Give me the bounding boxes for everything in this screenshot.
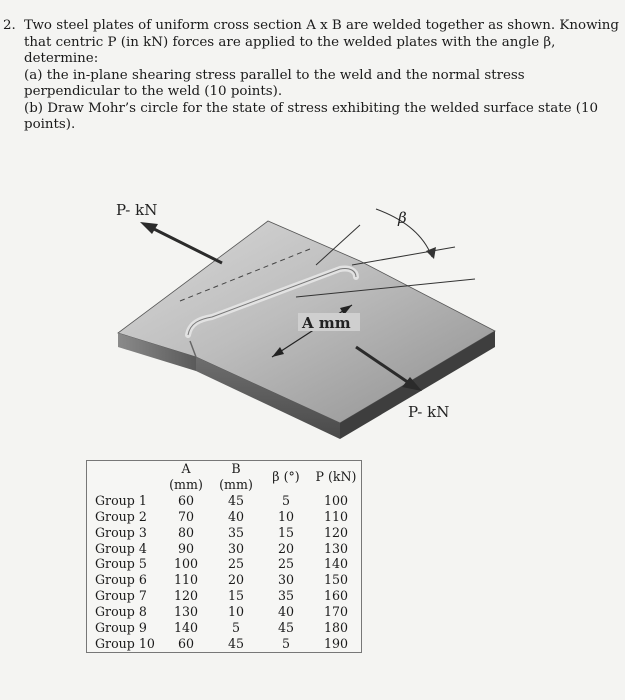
table-cell: 140 [323,556,349,572]
table-cell: 35 [277,588,295,604]
problem-line-5: perpendicular to the weld (10 points). [24,84,283,99]
group-name-cell: Group 5 [95,556,147,572]
table-row [87,620,362,636]
table-cell: 15 [277,524,295,540]
table-row [87,572,362,588]
problem-line-1: Two steel plates of uniform cross section A x B are welded together as shown. Knowing [24,18,620,33]
problem-line-3: determine: [24,51,99,66]
table-cell: 5 [281,635,290,651]
table-cell: 160 [323,588,349,604]
table-cell: 20 [277,540,295,556]
table-cell: 20 [227,572,245,588]
dimension-label: A mm [302,314,351,332]
plate-diagram [0,185,625,445]
group-data-table [86,460,362,653]
table-cell: 35 [227,524,245,540]
table-cell: 130 [323,540,349,556]
problem-line-4: (a) the in-plane shearing stress parallel to the weld and the normal stress [24,67,525,83]
table-row [87,541,362,557]
table-cell: 15 [227,588,245,604]
group-name-cell: Group 8 [95,604,147,620]
table-cell: 5 [231,620,240,636]
table-cell: 140 [173,620,199,636]
table-cell: 120 [173,588,199,604]
header-cell: P (kN) [315,468,357,484]
table-cell: 100 [173,556,199,572]
table-row [87,509,362,525]
load-top-label: P- kN [116,201,158,219]
table-cell: 110 [323,508,349,524]
table-cell: 150 [323,572,349,588]
table-cell: 70 [177,508,195,524]
header-cell: β (°) [272,468,300,484]
load-bottom-label: P- kN [408,403,450,421]
table-cell: 40 [277,604,295,620]
table-body [87,493,362,653]
table-cell: 10 [227,604,245,620]
table-row [87,588,362,604]
table-cell: 25 [227,556,245,572]
table-cell: 180 [323,620,349,636]
problem-statement [0,18,620,134]
problem-line-2: that centric P (in kN) forces are applied to the welded plates with the angle β, [24,34,556,50]
group-name-cell: Group 7 [95,588,147,604]
group-name-cell: Group 9 [95,620,147,636]
table-cell: 170 [323,604,349,620]
table-cell: 40 [227,508,245,524]
table-cell: 130 [173,604,199,620]
table-cell: 80 [177,524,195,540]
header-cell: A (mm) [169,461,203,492]
table-row [87,525,362,541]
group-name-cell: Group 6 [95,572,147,588]
table-cell: 5 [281,492,290,508]
group-name-cell: Group 4 [95,540,147,556]
table-cell: 90 [177,540,195,556]
table-row [87,604,362,620]
table-row [87,493,362,509]
table-header-row [87,461,362,493]
problem-number: 2. [3,18,16,33]
table-cell: 25 [277,556,295,572]
beta-label: β [398,209,407,227]
table-cell: 45 [227,492,245,508]
header-cell [87,461,162,493]
table-cell: 190 [323,635,349,651]
table-cell: 60 [177,635,195,651]
table-row [87,556,362,572]
table-cell: 30 [227,540,245,556]
table-cell: 100 [323,492,349,508]
table-cell: 45 [277,620,295,636]
group-name-cell: Group 2 [95,508,147,524]
problem-line-7: points). [24,117,76,132]
group-name-cell: Group 1 [95,492,147,508]
table-cell: 45 [227,635,245,651]
table-cell: 30 [277,572,295,588]
table-cell: 110 [173,572,199,588]
welded-plates-figure [0,185,625,445]
header-cell: B (mm) [219,461,253,492]
table-cell: 60 [177,492,195,508]
table-cell: 10 [277,508,295,524]
problem-line-6: (b) Draw Mohr’s circle for the state of stress exhibiting the welded surface state (10 [24,100,599,116]
group-name-cell: Group 3 [95,524,147,540]
group-name-cell: Group 10 [95,635,155,651]
load-arrow-top [152,228,222,263]
table-row [87,636,362,652]
table-cell: 120 [323,524,349,540]
